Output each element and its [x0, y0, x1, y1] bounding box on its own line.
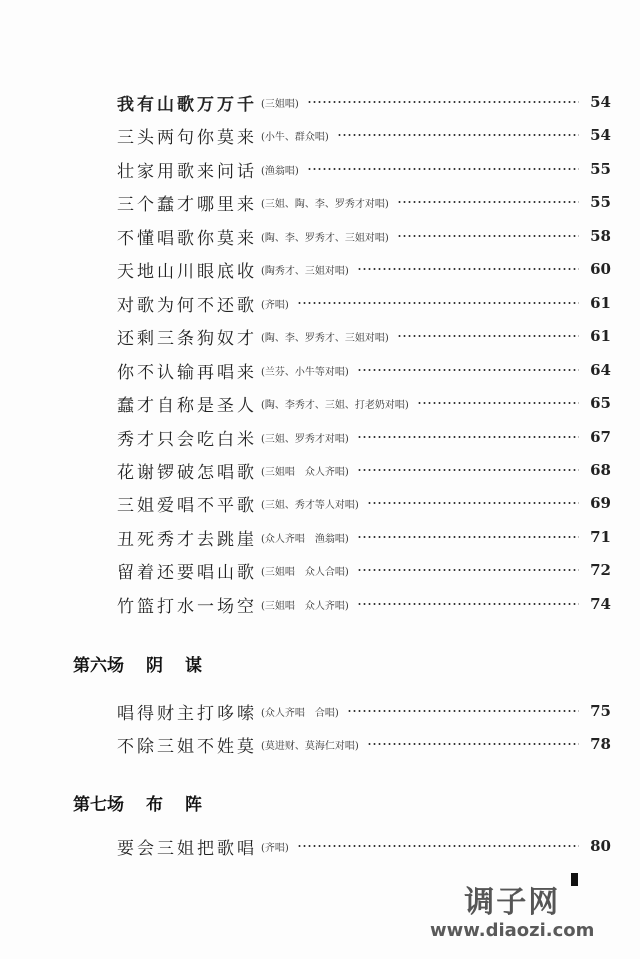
song-title: 不除三姐不姓莫: [117, 736, 257, 757]
singer-roles: (齐唱): [261, 842, 289, 854]
toc-entry: [117, 324, 611, 348]
song-title: 留着还要唱山歌: [117, 562, 257, 583]
toc-entry: [117, 699, 611, 723]
dot-leader: [397, 235, 579, 237]
toc-entry: [117, 157, 611, 181]
toc-entry: [117, 834, 611, 858]
singer-roles: (三姐唱): [261, 98, 299, 110]
dot-leader: [307, 168, 579, 170]
singer-roles: (齐唱): [261, 299, 289, 311]
dot-leader: [397, 335, 579, 337]
song-title: 你不认输再唱来: [117, 362, 257, 383]
page-edge-mark: [571, 873, 578, 886]
toc-entry: [117, 558, 611, 582]
singer-roles: (三姐唱 众人齐唱): [261, 466, 349, 478]
dot-leader: [417, 402, 579, 404]
song-title: 竹篮打水一场空: [117, 596, 257, 617]
toc-entry: [117, 592, 611, 616]
singer-roles: (兰芬、小牛等对唱): [261, 366, 349, 378]
singer-roles: (陶、李、罗秀才、三姐对唱): [261, 332, 389, 344]
toc-entry: [117, 491, 611, 515]
dot-leader: [357, 436, 579, 438]
dot-leader: [307, 101, 579, 103]
singer-roles: (渔翁唱): [261, 165, 299, 177]
scene-number: 第六场: [73, 656, 124, 676]
page-number: 54: [590, 93, 611, 111]
song-title: 三姐爱唱不平歌: [117, 495, 257, 516]
dot-leader: [367, 743, 579, 745]
singer-roles: (陶秀才、三姐对唱): [261, 265, 349, 277]
page-number: 60: [590, 260, 611, 278]
watermark-url: www.diaozi.com: [430, 920, 595, 941]
song-title: 花谢锣破怎唱歌: [117, 462, 257, 483]
scene-name-char: 谋: [185, 656, 202, 676]
singer-roles: (陶、李秀才、三姐、打老奶对唱): [261, 399, 409, 411]
singer-roles: (三姐唱 众人合唱): [261, 566, 349, 578]
song-title: 还剩三条狗奴才: [117, 328, 257, 349]
watermark-site-name: 调子网: [464, 885, 561, 920]
toc-entry: [117, 732, 611, 756]
toc-entry: [117, 425, 611, 449]
dot-leader: [357, 569, 579, 571]
page-number: 69: [590, 494, 611, 512]
song-title: 要会三姐把歌唱: [117, 838, 257, 859]
singer-roles: (众人齐唱 渔翁唱): [261, 533, 349, 545]
dot-leader: [357, 268, 579, 270]
toc-entry: [117, 458, 611, 482]
scene-number: 第七场: [73, 795, 124, 815]
page-number: 61: [590, 294, 611, 312]
song-title: 我有山歌万万千: [117, 94, 257, 115]
toc-entry: [117, 224, 611, 248]
page-number: 80: [590, 837, 611, 855]
dot-leader: [357, 469, 579, 471]
toc-entry: [117, 291, 611, 315]
watermark: [430, 886, 594, 942]
toc-entry: [117, 190, 611, 214]
song-title: 三个蠢才哪里来: [117, 194, 257, 215]
singer-roles: (三姐、秀才等人对唱): [261, 499, 359, 511]
song-title: 秀才只会吃白米: [117, 429, 257, 450]
page-number: 67: [590, 428, 611, 446]
dot-leader: [397, 201, 579, 203]
toc-entry: [117, 391, 611, 415]
page-number: 65: [590, 394, 611, 412]
singer-roles: (三姐唱 众人齐唱): [261, 600, 349, 612]
page-number: 71: [590, 528, 611, 546]
singer-roles: (三姐、陶、李、罗秀才对唱): [261, 198, 389, 210]
page-number: 75: [590, 702, 611, 720]
toc-entry: [117, 90, 611, 114]
song-title: 丑死秀才去跳崖: [117, 529, 257, 550]
toc-entry: [117, 123, 611, 147]
singer-roles: (众人齐唱 合唱): [261, 707, 339, 719]
page-number: 55: [590, 193, 611, 211]
toc-entry: [117, 525, 611, 549]
singer-roles: (莫进财、莫海仁对唱): [261, 740, 359, 752]
singer-roles: (三姐、罗秀才对唱): [261, 433, 349, 445]
page-number: 64: [590, 361, 611, 379]
scene-name-char: 布: [146, 795, 163, 815]
singer-roles: (陶、李、罗秀才、三姐对唱): [261, 232, 389, 244]
toc-entry: [117, 257, 611, 281]
song-title: 不懂唱歌你莫来: [117, 228, 257, 249]
dot-leader: [357, 369, 579, 371]
song-title: 蠢才自称是圣人: [117, 395, 257, 416]
dot-leader: [357, 603, 579, 605]
dot-leader: [337, 134, 579, 136]
dot-leader: [347, 710, 579, 712]
page-number: 72: [590, 561, 611, 579]
dot-leader: [357, 536, 579, 538]
page-number: 58: [590, 227, 611, 245]
dot-leader: [297, 845, 579, 847]
song-title: 天地山川眼底收: [117, 261, 257, 282]
toc-entry: [117, 358, 611, 382]
page-number: 61: [590, 327, 611, 345]
song-title: 壮家用歌来问话: [117, 161, 257, 182]
dot-leader: [367, 502, 579, 504]
page-number: 74: [590, 595, 611, 613]
song-title: 对歌为何不还歌: [117, 295, 257, 316]
section-heading-scene7: [73, 790, 202, 815]
song-title: 唱得财主打哆嗦: [117, 703, 257, 724]
page-number: 54: [590, 126, 611, 144]
scene-name-char: 阵: [185, 795, 202, 815]
section-heading-scene6: [73, 651, 202, 676]
dot-leader: [297, 302, 579, 304]
page-number: 78: [590, 735, 611, 753]
page-number: 55: [590, 160, 611, 178]
singer-roles: (小牛、群众唱): [261, 131, 329, 143]
scene-name-char: 阴: [146, 656, 163, 676]
page-number: 68: [590, 461, 611, 479]
song-title: 三头两句你莫来: [117, 127, 257, 148]
